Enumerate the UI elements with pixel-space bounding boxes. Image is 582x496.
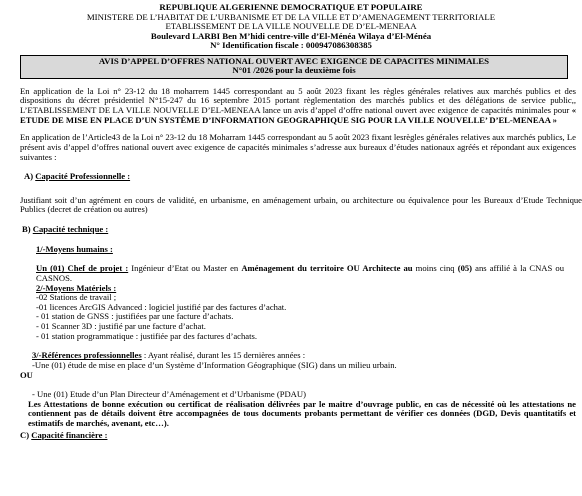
materials-item: - 01 station de GNSS : justifiées par une facture d’achats. (36, 311, 234, 322)
project-lead-bold-2: (05) (457, 263, 473, 274)
section-a-heading (24, 172, 582, 182)
republic-title: REPUBLIQUE ALGERIENNE DEMOCRATIQUE ET POPULAIRE (159, 2, 423, 12)
materials-item: -02 Stations de travail ; (36, 292, 117, 303)
notice-title: AVIS D’APPEL D’OFFRES NATIONAL OUVERT AVEC EXIGENCE DE CAPACITES MINIMALES (98, 55, 490, 66)
or-separator: OU (20, 369, 33, 380)
references-text: : Ayant réalisé, durant les 15 dernières années : (141, 350, 306, 361)
materials-item: - 01 station programmatique : justifiée par des factures d’achats. (36, 330, 257, 341)
project-lead-bold-1: Aménagement du territoire OU Architecte au (241, 263, 413, 274)
materials-heading (36, 284, 582, 294)
notice-number: N°01 /2026 pour la deuxième fois (232, 65, 356, 76)
materials-item: - 01 Scanner 3D : justifié par une facture d’achat. (36, 321, 206, 332)
section-a-text: Justifiant soit d’un agrément en cours de validité, en urbanisme, en aménagement urbain, ou architecture ou équivalence pour les Bureaux d’Etude Technique Publics (decret de création ou autres) (20, 195, 582, 215)
materials-item: -01 licences ArcGIS Advanced : logiciel justifié par des factures d’achat. (36, 301, 287, 312)
notice-banner (20, 55, 568, 79)
section-b-prefix: B) (22, 224, 31, 235)
ministry-title: MINISTERE DE L’HABITAT DE L’URBANISME ET DE LA VILLE ET D’AMENAGEMENT TERRITORIALE (86, 11, 496, 22)
attestations-paragraph: Les Attestations de bonne exécution ou certificat de réalisation délivrées par le maitre d’ouvrage public, en cas de nécessité où les attestations ne contiennent pas de détails doivent être accompagnées de tous documents probants permettant de vérifier ces données (DGD, Devis quantitatifs et estimatifs de marchés, avenant, etc…). (28, 398, 576, 429)
application-paragraph: En application de l’Article43 de la Loi n° 23-12 du 18 Moharram 1445 correspondant au 5 août 2023 fixant lesrègles générales relatives aux marchés publics, Le présent avis d’appel d’offres national ouvert avec exigence de capacités minimales s’adresse aux bureaux d’études nationaux agréés et répondant aux exigences suivantes : (20, 132, 576, 162)
project-object: « ETUDE DE MISE EN PLACE D’UN SYSTÈME D’INFORMATION GEOGRAPHIQUE SIG POUR LA VILLE NOUVELLE’ D’EL-MENEAA » (20, 105, 576, 125)
section-c-heading (20, 431, 582, 441)
project-lead-text-3: ans affilié à la CNAS ou CASNOS. (36, 263, 564, 283)
section-c-prefix: C) (20, 429, 30, 440)
fiscal-id: N° Identification fiscale : 000947086308385 (210, 40, 372, 50)
reference-sig: -Une (01) étude de mise en place d’un Système d’Information Géographique (SIG) dans un milieu urbain. (32, 359, 397, 370)
section-c-title: Capacité financière : (31, 429, 108, 440)
establishment-title: ETABLISSEMENT DE LA VILLE NOUVELLE DE D’EL-MENEAA (165, 21, 417, 31)
section-a-prefix: A) (24, 171, 34, 182)
intro-text: En application de la Loi n° 23-12 du 18 moharrem 1445 correspondant au 5 août 2023 fixant les règles générales relatives aux marchés publics et des dispositions du décret présidentiel N°15-247 du 16 septembre 2015 portant règlementation des marchés publics et des délégations de service public,, L’ETABLISSEMENT DE LA VILLE NOUVELLE D’EL-MENEAA lance un avis d’appel d’offre national ouvert avec exigence de capacités minimales pour (20, 85, 576, 116)
references-title: 3/-Références professionnelles (32, 350, 142, 361)
address-line: Boulevard LARBI Ben M’hidi centre-ville d’El-Ménéa Wilaya d’El-Ménéa (150, 30, 432, 41)
project-lead-text-2: moins cinq (412, 263, 458, 274)
intro-paragraph (20, 87, 576, 126)
section-b-title: Capacité technique : (32, 224, 109, 235)
project-lead-label: Un (01) Chef de projet : (36, 263, 129, 274)
materials-title: 2/-Moyens Matériels : (36, 282, 117, 293)
project-lead-requirement (36, 264, 564, 283)
reference-pdau: - Une (01) Etude d’un Plan Directeur d’Aménagement et d’Urbanisme (PDAU) (32, 389, 306, 400)
human-resources-title: 1/-Moyens humains : (36, 243, 113, 254)
human-resources-heading (36, 245, 582, 255)
project-lead-text-1: Ingénieur d’Etat ou Master en (128, 263, 242, 274)
letterhead (0, 0, 582, 51)
section-b-heading (22, 225, 582, 235)
section-a-title: Capacité Professionnelle : (35, 171, 131, 182)
